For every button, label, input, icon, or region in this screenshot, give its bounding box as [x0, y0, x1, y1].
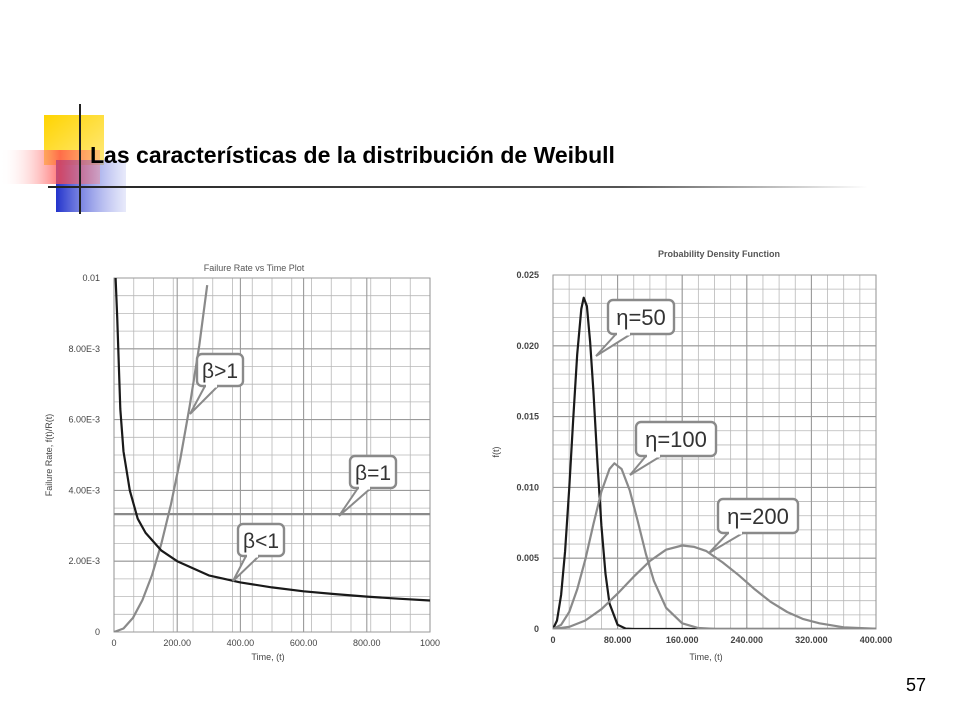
- deco-red-bar: [0, 150, 100, 184]
- x-axis-label: Time, (t): [689, 652, 723, 662]
- page-number: 57: [906, 675, 927, 695]
- y-tick-label: 0.005: [516, 553, 539, 564]
- y-tick-label: 0: [94, 627, 100, 637]
- y-tick-label: 0.01: [82, 273, 100, 283]
- x-tick-label: 800.00: [353, 638, 381, 648]
- x-tick-label: 0: [550, 635, 556, 645]
- x-tick-label: 80.000: [603, 635, 632, 645]
- callout-label: β<1: [242, 530, 280, 553]
- failure-rate-svg: [40, 262, 441, 664]
- x-tick-label: 200.00: [163, 638, 191, 648]
- y-axis-label: Failure Rate, f(t)/R(t): [44, 413, 54, 497]
- y-tick-label: 2.00E-3: [68, 556, 100, 567]
- title-ornament: [0, 0, 960, 230]
- callout-label: η=200: [727, 504, 789, 529]
- y-tick-label: 0.015: [516, 411, 539, 422]
- x-tick-label: 600.00: [289, 638, 318, 648]
- y-tick-label: 0.010: [516, 482, 539, 493]
- callout-label: η=100: [645, 427, 707, 452]
- pdf-svg: [488, 244, 893, 664]
- x-axis-label: Time, (t): [251, 652, 285, 662]
- y-tick-label: 0.020: [516, 340, 539, 351]
- y-tick-label: 8.00E-3: [68, 343, 100, 354]
- x-tick-label: 240.000: [730, 635, 764, 645]
- callout-label: η=50: [616, 305, 666, 330]
- y-tick-label: 6.00E-3: [68, 414, 100, 425]
- y-tick-label: 0.025: [516, 270, 539, 280]
- slide-title: Las características de la distribución de Weibull: [90, 142, 615, 168]
- y-axis-label: f(t): [491, 446, 501, 458]
- x-tick-label: 0: [111, 638, 117, 648]
- x-tick-label: 400.00: [226, 638, 255, 648]
- callout-label: β=1: [354, 462, 392, 485]
- title-underline: [48, 186, 868, 188]
- pdf-chart: [488, 244, 893, 664]
- failure-rate-chart: [40, 262, 441, 664]
- x-tick-label: 320.000: [795, 635, 828, 645]
- callout-label: β>1: [201, 360, 239, 383]
- x-tick-label: 1000: [419, 638, 441, 648]
- x-tick-label: 160.000: [665, 635, 699, 645]
- chart-title: Failure Rate vs Time Plot: [203, 263, 305, 273]
- y-tick-label: 4.00E-3: [68, 485, 100, 496]
- x-tick-label: 400.000: [859, 635, 893, 645]
- chart-title: Probability Density Function: [657, 249, 781, 259]
- y-tick-label: 0: [533, 624, 539, 634]
- title-decoration: [0, 0, 960, 230]
